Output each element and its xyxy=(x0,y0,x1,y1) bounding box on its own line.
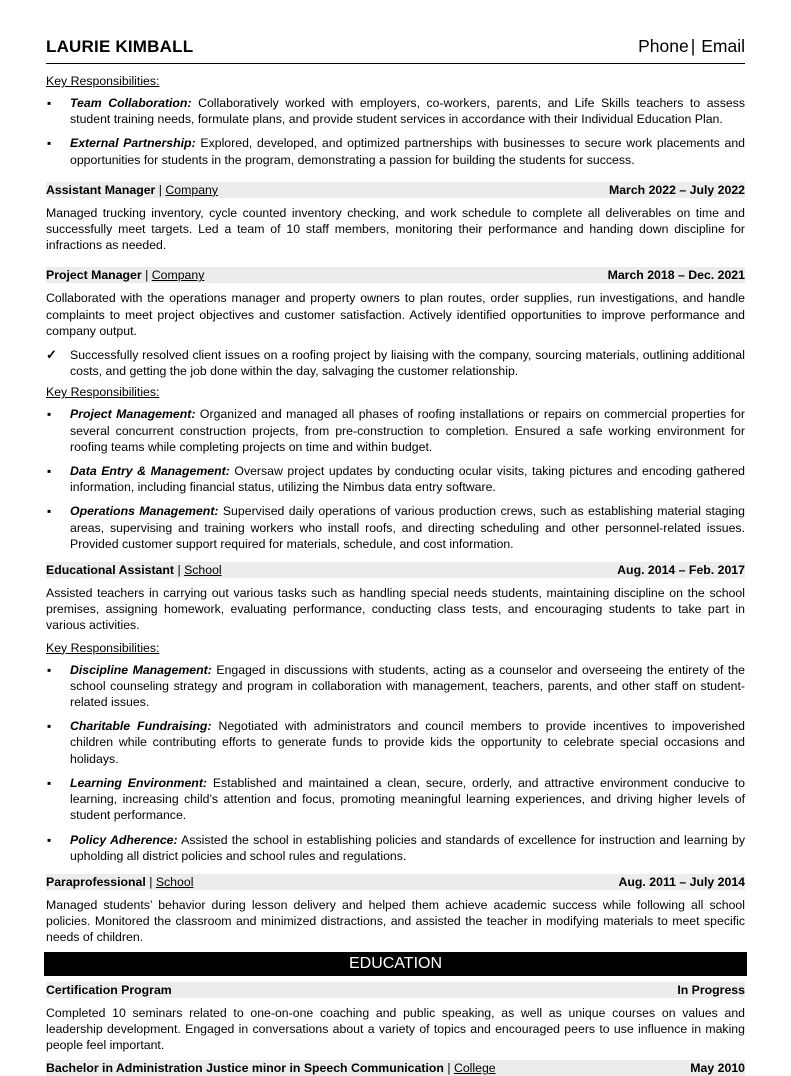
responsibility-text: Organized and managed all phases of roofing installations or repairs on commercial properties for several concurrent construction projects, from pre-construction to completion. Ensured a safe working environment for roofing teams while completing projects on time and within budget. xyxy=(70,407,745,454)
job-dates: Aug. 2014 – Feb. 2017 xyxy=(617,563,745,578)
certification-description: Completed 10 seminars related to one-on-one coaching and public speaking, as well as unique courses on values and leadership development. Engaged in conversations about a variety of topics and encouraged peers to use influence in making people feel important. xyxy=(46,1005,745,1052)
separator: | xyxy=(145,268,149,283)
responsibility-text: Explored, developed, and optimized partnerships with businesses to secure work placements and opportunities for students in the program, demonstrating a passion for building the students for success. xyxy=(70,136,745,167)
separator: | xyxy=(690,36,696,56)
resume-page xyxy=(46,0,745,1076)
education-section-heading: EDUCATION xyxy=(44,952,747,976)
job-summary: Assisted teachers in carrying out various tasks such as handling special needs students, maintaining discipline on the school premises, assigning homework, evaluating performance, conducting class tests, and encouraging students to take part in various activities. xyxy=(46,586,745,633)
email-text: Email xyxy=(701,36,745,56)
bullet-marker: ▪ xyxy=(47,832,52,847)
responsibility-text: Negotiated with administrators and council members to provide incentives to impoverished children while contributing efforts to generate funds to provide kids the opportunity to celebrate special occasions and holidays. xyxy=(70,719,745,766)
responsibility-item xyxy=(46,463,745,495)
responsibility-title: Team Collaboration: xyxy=(70,96,192,110)
job-dates: March 2022 – July 2022 xyxy=(608,182,745,197)
certification-title: Certification Program xyxy=(46,982,172,997)
candidate-name: LAURIE KIMBALL xyxy=(46,37,194,56)
resume-header xyxy=(46,0,745,64)
responsibility-item xyxy=(46,662,745,711)
responsibility-item xyxy=(46,503,745,552)
responsibility-text: Oversaw project updates by conducting ocular visits, taking pictures and encoding gathered information, including financial status, utilizing the Nimbus data entry software. xyxy=(70,464,745,495)
responsibility-title: Learning Environment: xyxy=(70,775,208,790)
achievement-item xyxy=(46,347,745,379)
education-entry-header xyxy=(46,982,745,998)
job-summary: Managed students’ behavior during lesson delivery and helped them achieve academic success while following all school policies. Monitored the classroom and minimized distractions, and assisted the teacher in modifying materials to meet specific needs of children. xyxy=(46,897,745,945)
responsibility-text: Supervised daily operations of various production crews, such as establishing material staging areas, supervising and training workers who install roofs, and directing scheduling and other personnel-related issues. Provided customer support required for materials, schedule, and cost information. xyxy=(70,504,745,551)
separator: | xyxy=(158,182,162,197)
job-summary: Managed trucking inventory, cycle counted inventory checking, and work schedule to complete all deliverables on time and successfully meet targets. Led a team of 10 staff members, monitoring their performance and handing down discipline for infractions as needed. xyxy=(46,205,745,253)
responsibility-text: Engaged in discussions with students, acting as a counselor and overseeing the entirety of the school counseling strategy and program in collaboration with management, teachers, parents, and other staff on student-related issues. xyxy=(70,662,745,710)
bullet-marker: ▪ xyxy=(47,662,52,677)
responsibility-item xyxy=(46,775,745,824)
bullet-marker: ▪ xyxy=(47,136,52,151)
checkmark-icon: ✓ xyxy=(46,347,57,363)
responsibility-title: Operations Management: xyxy=(70,504,219,519)
company-name: Company xyxy=(165,182,219,197)
responsibility-title: Charitable Fundraising: xyxy=(70,719,212,734)
job-title: Assistant Manager xyxy=(46,182,156,197)
responsibility-item xyxy=(46,135,745,167)
job-dates: March 2018 – Dec. 2021 xyxy=(607,268,745,283)
company-name: Company xyxy=(151,268,205,283)
degree-title: Bachelor in Administration Justice minor in Speech Communication xyxy=(46,1061,444,1076)
achievement-text: Successfully resolved client issues on a roofing project by liaising with the company, sourcing materials, outlining additional costs, and getting the job done within the day, salvaging the customer relationship. xyxy=(70,348,745,379)
responsibility-text: Established and maintained a clean, secure, orderly, and attractive environment conducive to learning, increasing child’s attention and focus, promoting meaningful learning experiences, and driving higher levels of student performance. xyxy=(70,775,745,823)
responsibility-title: External Partnership: xyxy=(70,136,196,151)
key-responsibilities-label: Key Responsibilities: xyxy=(46,385,160,400)
responsibility-title: Project Management: xyxy=(70,407,196,422)
bullet-marker: ▪ xyxy=(47,464,52,479)
bullet-marker: ▪ xyxy=(47,96,52,110)
school-name: College xyxy=(453,1061,496,1076)
responsibility-item xyxy=(46,718,745,767)
degree-date: May 2010 xyxy=(690,1061,745,1076)
separator: | xyxy=(177,563,181,578)
key-responsibilities-label: Key Responsibilities: xyxy=(46,640,160,655)
responsibility-title: Policy Adherence: xyxy=(70,832,178,847)
company-name: School xyxy=(155,874,194,889)
job-title: Educational Assistant xyxy=(46,563,175,578)
responsibility-text: Assisted the school in establishing policies and standards of excellence for instruction and learning by upholding all district policies and school rules and regulations. xyxy=(70,832,745,863)
job-header xyxy=(46,874,745,890)
job-summary: Collaborated with the operations manager and property owners to plan routes, order supplies, run investigations, and handle complaints to meet project objectives and customer satisfaction. Actively identified opportunities to improve performance and company output. xyxy=(46,291,745,338)
bullet-marker: ▪ xyxy=(47,775,52,790)
contact-info xyxy=(638,36,745,57)
bullet-marker: ▪ xyxy=(47,504,52,519)
company-name: School xyxy=(184,563,222,578)
job-title: Paraprofessional xyxy=(46,874,146,889)
responsibility-item xyxy=(46,832,745,864)
responsibility-text: Collaboratively worked with employers, co-workers, parents, and Life Skills teachers to assess student training needs, formulate plans, and provide student services in accordance with their Individual Education Plan. xyxy=(70,96,745,127)
key-responsibilities-label: Key Responsibilities: xyxy=(46,74,160,88)
job-title: Project Manager xyxy=(46,268,142,283)
job-header xyxy=(46,562,745,578)
responsibility-item xyxy=(46,406,745,455)
separator: | xyxy=(447,1061,451,1076)
responsibility-title: Data Entry & Management: xyxy=(70,464,230,479)
bullet-marker: ▪ xyxy=(47,719,52,734)
separator: | xyxy=(149,874,153,889)
bullet-marker: ▪ xyxy=(47,407,52,422)
responsibility-item xyxy=(46,95,745,127)
job-header xyxy=(46,267,745,283)
education-entry-header xyxy=(46,1060,745,1076)
job-dates: Aug. 2011 – July 2014 xyxy=(618,874,745,889)
job-header xyxy=(46,182,745,198)
phone-text: Phone xyxy=(638,36,689,56)
certification-status: In Progress xyxy=(677,982,745,997)
responsibility-title: Discipline Management: xyxy=(70,662,212,677)
